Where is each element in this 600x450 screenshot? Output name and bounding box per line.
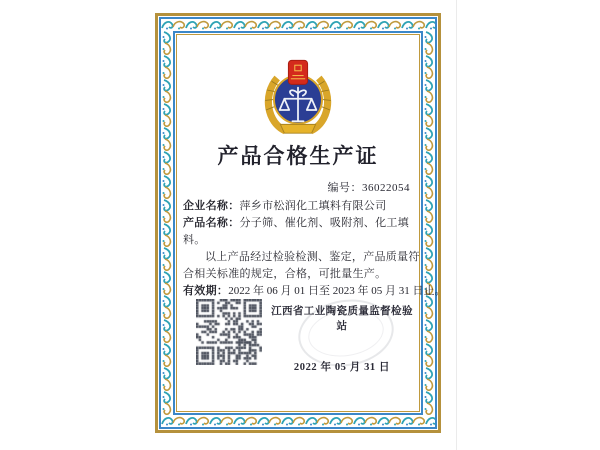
issue-date: 2022 年 05 月 31 日 bbox=[293, 362, 391, 373]
validity-row bbox=[183, 283, 446, 300]
conformity-statement: 以上产品经过检验检测、鉴定，产品质量符合相关标准的规定，合格，可批量生产。 bbox=[183, 251, 420, 280]
quality-supervision-emblem-icon bbox=[258, 54, 338, 138]
company-name-label: 企业名称： bbox=[183, 200, 240, 212]
product-name-label: 产品名称： bbox=[183, 217, 240, 229]
serial-value: 36022054 bbox=[362, 182, 410, 194]
certificate-body bbox=[183, 198, 446, 300]
validity-value: 2022 年 06 月 01 日至 2023 年 05 月 31 日止。 bbox=[228, 285, 446, 297]
company-name-row bbox=[183, 198, 421, 215]
validity-label: 有效期： bbox=[183, 285, 229, 297]
certificate-title: 产品合格生产证 bbox=[217, 144, 379, 168]
paper-edge-shadow bbox=[456, 0, 457, 450]
company-name-value: 萍乡市松润化工填料有限公司 bbox=[239, 200, 387, 212]
issuer-name: 江西省工业陶瓷质量监督检验站 bbox=[271, 306, 413, 332]
product-name-value: 分子筛、催化剂、吸附剂、化工填料。 bbox=[183, 217, 409, 246]
serial-label: 编号： bbox=[327, 182, 362, 194]
scroll-border-bottom bbox=[161, 415, 435, 427]
scroll-border-left bbox=[161, 31, 173, 415]
issuer-block bbox=[266, 303, 418, 374]
scroll-border-top bbox=[161, 19, 435, 31]
serial-number bbox=[183, 179, 410, 195]
product-name-row bbox=[183, 215, 421, 249]
qr-code-icon bbox=[196, 299, 262, 365]
scroll-border-right bbox=[423, 31, 435, 415]
